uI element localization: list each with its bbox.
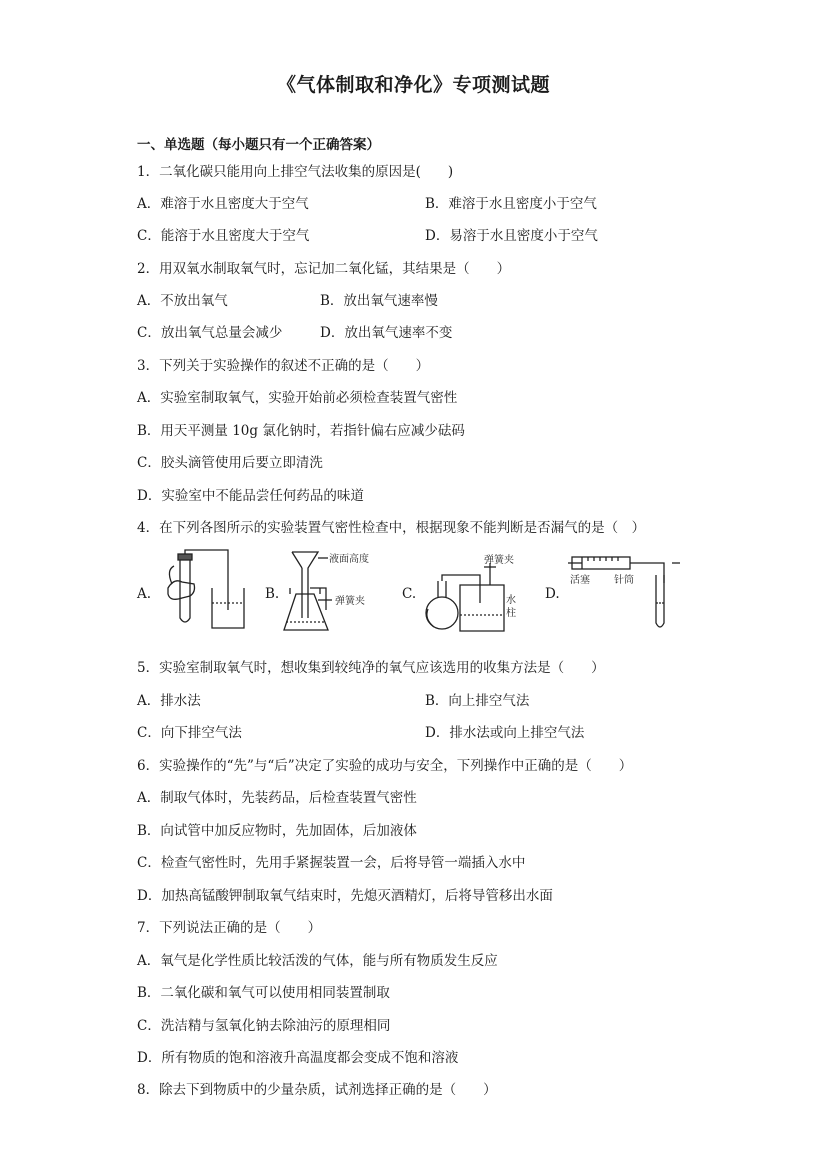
connector-d [630, 563, 664, 583]
question-6-option-c: C．检查气密性时，先用手紧握装置一会，后将导管一端插入水中 [137, 855, 526, 871]
question-1-option-c: C．能溶于水且密度大于空气 [137, 228, 310, 244]
question-4-option-d: D. [545, 586, 560, 602]
page-title: 《气体制取和净化》专项测试题 [276, 74, 550, 96]
question-7-option-d: D．所有物质的饱和溶液升高温度都会变成不饱和溶液 [137, 1050, 459, 1066]
stopper-a [178, 554, 192, 560]
question-4-stem: 4．在下列各图所示的实验装置气密性检查中，根据现象不能判断是否漏气的是（ ） [137, 520, 646, 536]
question-4-option-c: C. [402, 586, 417, 602]
figure-a-apparatus [160, 548, 250, 638]
test-tube-d [656, 575, 664, 627]
question-4-option-a: A. [137, 586, 152, 602]
question-1-option-b: B．难溶于水且密度小于空气 [425, 196, 597, 212]
funnel-b [292, 552, 318, 618]
question-6-option-d: D．加热高锰酸钾制取氧气结束时，先熄灭酒精灯，后将导管移出水面 [137, 888, 553, 904]
question-1-option-a: A．难溶于水且密度大于空气 [137, 196, 309, 212]
question-8-stem: 8．除去下到物质中的少量杂质，试剂选择正确的是（ ） [137, 1082, 497, 1098]
bottle-c [460, 585, 504, 631]
figure-d-apparatus [568, 553, 688, 633]
question-6-stem: 6．实验操作的“先”与“后”决定了实验的成功与安全，下列操作中正确的是（ ） [137, 758, 633, 774]
side-tube-b [310, 588, 326, 610]
question-5-option-b: B．向上排空气法 [425, 693, 530, 709]
fig-c-label-clip: 弹簧夹 [484, 555, 514, 566]
question-7-option-b: B．二氧化碳和氧气可以使用相同装置制取 [137, 985, 390, 1001]
question-1-stem: 1．二氧化碳只能用向上排空气法收集的原因是( ) [137, 164, 454, 180]
question-6-option-b: B．向试管中加反应物时，先加固体，后加液体 [137, 823, 417, 839]
question-3-option-b: B．用天平测量 10g 氯化钠时，若指针偏右应减少砝码 [137, 423, 465, 439]
question-3-option-d: D．实验室中不能品尝任何药品的味道 [137, 488, 364, 504]
question-2-option-c: C．放出氧气总量会减少 [137, 325, 283, 341]
question-3-stem: 3．下列关于实验操作的叙述不正确的是（ ） [137, 358, 430, 374]
test-tube-a [180, 558, 190, 622]
question-5-option-c: C．向下排空气法 [137, 725, 242, 741]
question-5-option-d: D．排水法或向上排空气法 [425, 725, 585, 741]
connector-tube-c [442, 575, 480, 603]
fig-c-label-water: 水 [506, 595, 516, 606]
question-5-stem: 5．实验室制取氧气时，想收集到较纯净的氧气应该选用的收集方法是（ ） [137, 660, 605, 676]
question-7-option-a: A．氧气是化学性质比较活泼的气体，能与所有物质发生反应 [137, 953, 498, 969]
question-4-option-b: B. [265, 586, 280, 602]
figure-c-apparatus [420, 553, 530, 638]
question-3-option-c: C．胶头滴管使用后要立即清洗 [137, 455, 323, 471]
fig-b-label-level: 液面高度 [329, 554, 369, 565]
question-7-option-c: C．洗洁精与氢氧化钠去除油污的原理相同 [137, 1018, 391, 1034]
fig-b-label-clip: 弹簧夹 [335, 596, 365, 607]
figure-b-apparatus [282, 548, 382, 640]
question-1-option-d: D．易溶于水且密度小于空气 [425, 228, 598, 244]
question-2-option-d: D．放出氧气速率不变 [320, 325, 453, 341]
question-3-option-a: A．实验室制取氧气，实验开始前必须检查装置气密性 [137, 390, 458, 406]
fig-c-label-column: 柱 [506, 608, 516, 619]
question-2-stem: 2．用双氧水制取氧气时，忘记加二氧化锰，其结果是（ ） [137, 261, 511, 277]
section-heading: 一、单选题（每小题只有一个正确答案） [137, 137, 380, 153]
fig-d-label-syringe: 针筒 [614, 575, 634, 586]
question-5-option-a: A．排水法 [137, 693, 201, 709]
question-2-option-a: A．不放出氧气 [137, 293, 228, 309]
fig-d-label-piston: 活塞 [570, 575, 590, 586]
question-7-stem: 7．下列说法正确的是（ ） [137, 920, 322, 936]
question-2-option-b: B．放出氧气速率慢 [320, 293, 438, 309]
question-6-option-a: A．制取气体时，先装药品，后检查装置气密性 [137, 790, 417, 806]
